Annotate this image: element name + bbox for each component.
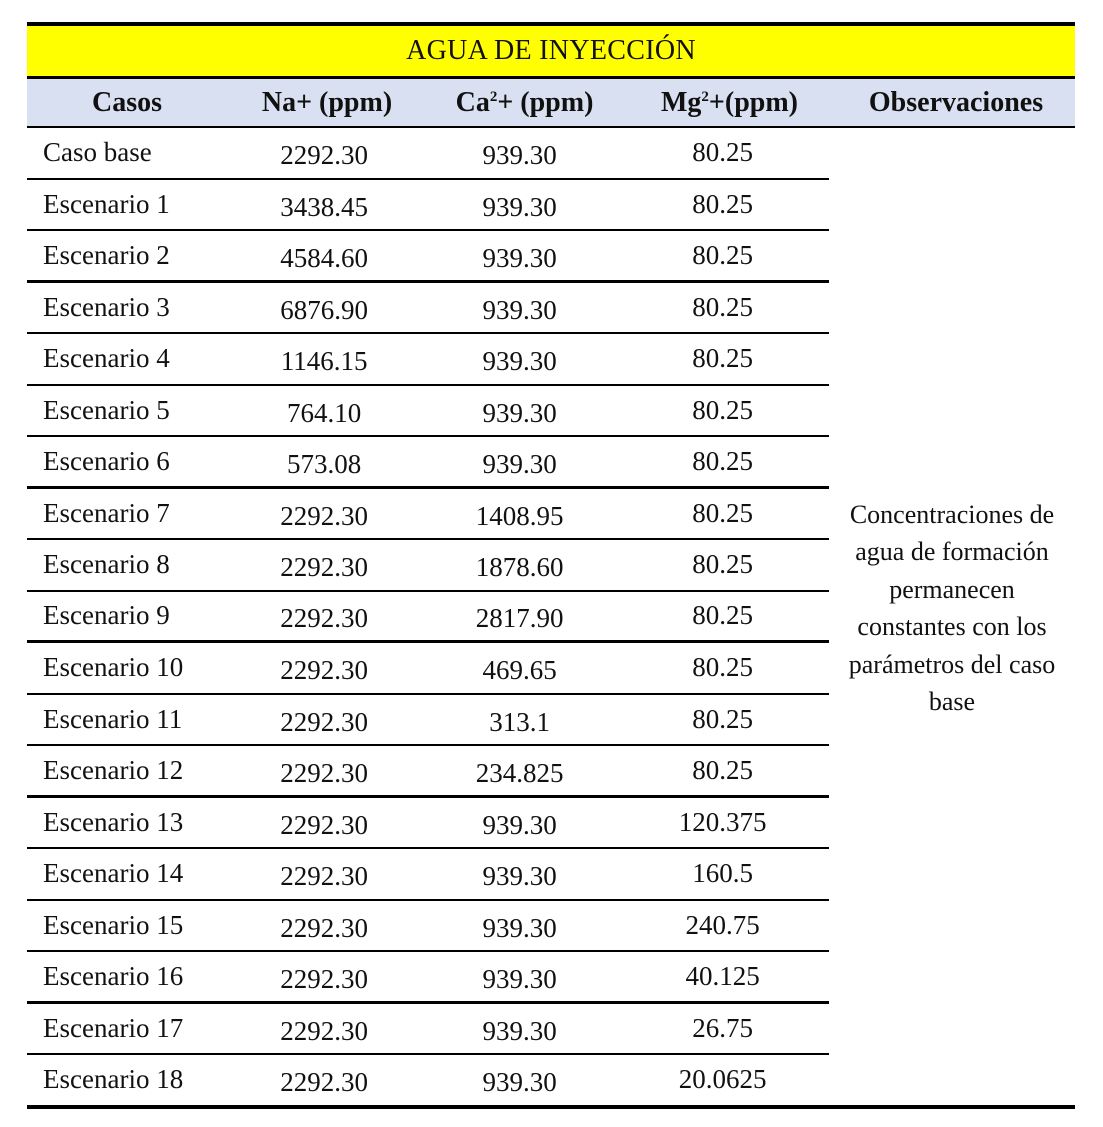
cell-na: 764.10 (287, 397, 362, 428)
cell-ca: 939.30 (482, 963, 557, 994)
cell-caso: Escenario 10 (43, 652, 184, 683)
header-ca-sup: 2 (489, 88, 498, 105)
cell-ca: 939.30 (482, 140, 557, 171)
table-row (27, 643, 829, 695)
cell-na: 2292.30 (280, 603, 368, 634)
table-body (27, 128, 1075, 1105)
cell-ca: 234.825 (475, 757, 564, 788)
table-title-text: AGUA DE INYECCIÓN (406, 35, 696, 66)
cell-na: 4584.60 (280, 242, 368, 273)
table-row (27, 798, 829, 850)
table-row (27, 489, 829, 541)
cell-caso: Caso base (43, 137, 152, 168)
cell-mg: 80.25 (692, 703, 753, 734)
observaciones-text: Concentraciones de agua de formación permanecen constantes con los parámetros del caso base (848, 499, 1056, 717)
cell-caso: Escenario 2 (43, 239, 170, 270)
header-ca-suffix: + (ppm) (497, 86, 594, 118)
cell-na: 2292.30 (280, 706, 368, 737)
cell-ca: 939.30 (482, 294, 557, 325)
cell-ca: 939.30 (482, 1067, 557, 1098)
cell-ca: 939.30 (482, 242, 557, 273)
cell-na: 2292.30 (280, 552, 368, 583)
cell-na: 2292.30 (280, 963, 368, 994)
cell-caso: Escenario 5 (43, 394, 170, 425)
table-header-row (27, 79, 1075, 128)
cell-caso: Escenario 9 (43, 600, 170, 631)
table-row (27, 746, 829, 798)
header-casos: Casos (91, 86, 162, 118)
cell-mg: 80.25 (692, 343, 753, 374)
cell-na: 1146.15 (280, 346, 368, 377)
table-row (27, 283, 829, 335)
cell-caso: Escenario 13 (43, 806, 184, 837)
cell-mg: 80.25 (692, 445, 753, 476)
table-row (27, 334, 829, 386)
cell-mg: 240.75 (685, 909, 760, 940)
cell-na: 6876.90 (280, 294, 368, 325)
cell-ca: 939.30 (482, 448, 557, 479)
header-mg-suffix: +(ppm) (708, 86, 798, 118)
cell-mg: 160.5 (692, 858, 753, 889)
cell-na: 2292.30 (280, 655, 368, 686)
cell-na: 2292.30 (280, 1067, 368, 1098)
header-mg-base: Mg (660, 86, 702, 118)
cell-caso: Escenario 3 (43, 291, 170, 322)
table-row (27, 592, 829, 644)
cell-ca: 939.30 (482, 191, 557, 222)
cell-na: 3438.45 (280, 191, 368, 222)
cell-caso: Escenario 4 (43, 343, 170, 374)
cell-ca: 939.30 (482, 1015, 557, 1046)
injection-water-table (27, 22, 1075, 1109)
cell-caso: Escenario 16 (43, 960, 184, 991)
cell-mg: 80.25 (692, 652, 753, 683)
table-row (27, 386, 829, 438)
cell-mg: 80.25 (692, 239, 753, 270)
table-row (27, 849, 829, 901)
table-rows (27, 128, 829, 1105)
table-row (27, 128, 829, 180)
cell-caso: Escenario 14 (43, 858, 184, 889)
cell-mg: 80.25 (692, 394, 753, 425)
table-row (27, 540, 829, 592)
cell-ca: 939.30 (482, 809, 557, 840)
cell-mg: 120.375 (678, 806, 767, 837)
cell-na: 2292.30 (280, 809, 368, 840)
cell-mg: 80.25 (692, 754, 753, 785)
cell-na: 2292.30 (280, 757, 368, 788)
cell-ca: 313.1 (489, 706, 551, 737)
cell-ca: 1878.60 (475, 552, 564, 583)
header-na: Na+ (ppm) (261, 86, 393, 118)
cell-mg: 40.125 (685, 960, 760, 991)
observaciones-cell (829, 128, 1075, 1105)
table-row (27, 695, 829, 747)
cell-ca: 2817.90 (475, 603, 564, 634)
cell-caso: Escenario 8 (43, 549, 170, 580)
table-row (27, 437, 829, 489)
table-row (27, 180, 829, 232)
cell-ca: 939.30 (482, 912, 557, 943)
table-row (27, 901, 829, 953)
table-bottom-border (27, 1105, 1075, 1109)
cell-caso: Escenario 6 (43, 445, 170, 476)
cell-na: 573.08 (287, 448, 362, 479)
header-mg (622, 87, 837, 119)
cell-mg: 80.25 (692, 497, 753, 528)
cell-caso: Escenario 17 (43, 1012, 184, 1043)
cell-na: 2292.30 (280, 140, 368, 171)
cell-ca: 469.65 (482, 655, 557, 686)
header-mg-sup: 2 (701, 88, 709, 105)
header-ca (427, 87, 622, 119)
cell-caso: Escenario 15 (43, 909, 184, 940)
cell-ca: 939.30 (482, 346, 557, 377)
cell-ca: 939.30 (482, 397, 557, 428)
cell-mg: 80.25 (692, 291, 753, 322)
cell-ca: 1408.95 (475, 500, 564, 531)
table-row (27, 952, 829, 1004)
table-row (27, 231, 829, 283)
cell-ca: 939.30 (482, 861, 557, 892)
table-row (27, 1055, 829, 1105)
cell-mg: 80.25 (692, 549, 753, 580)
cell-caso: Escenario 18 (43, 1064, 184, 1095)
cell-mg: 26.75 (692, 1012, 753, 1043)
cell-mg: 80.25 (692, 188, 753, 219)
cell-caso: Escenario 1 (43, 188, 170, 219)
cell-caso: Escenario 12 (43, 754, 184, 785)
header-ca-base: Ca (455, 86, 490, 118)
cell-na: 2292.30 (280, 1015, 368, 1046)
cell-caso: Escenario 7 (43, 497, 170, 528)
cell-caso: Escenario 11 (43, 703, 183, 734)
header-observaciones: Observaciones (868, 86, 1044, 118)
cell-na: 2292.30 (280, 500, 368, 531)
cell-na: 2292.30 (280, 912, 368, 943)
table-title (27, 22, 1075, 79)
cell-mg: 80.25 (692, 600, 753, 631)
cell-mg: 80.25 (692, 137, 753, 168)
cell-na: 2292.30 (280, 861, 368, 892)
cell-mg: 20.0625 (678, 1064, 767, 1095)
table-row (27, 1004, 829, 1056)
